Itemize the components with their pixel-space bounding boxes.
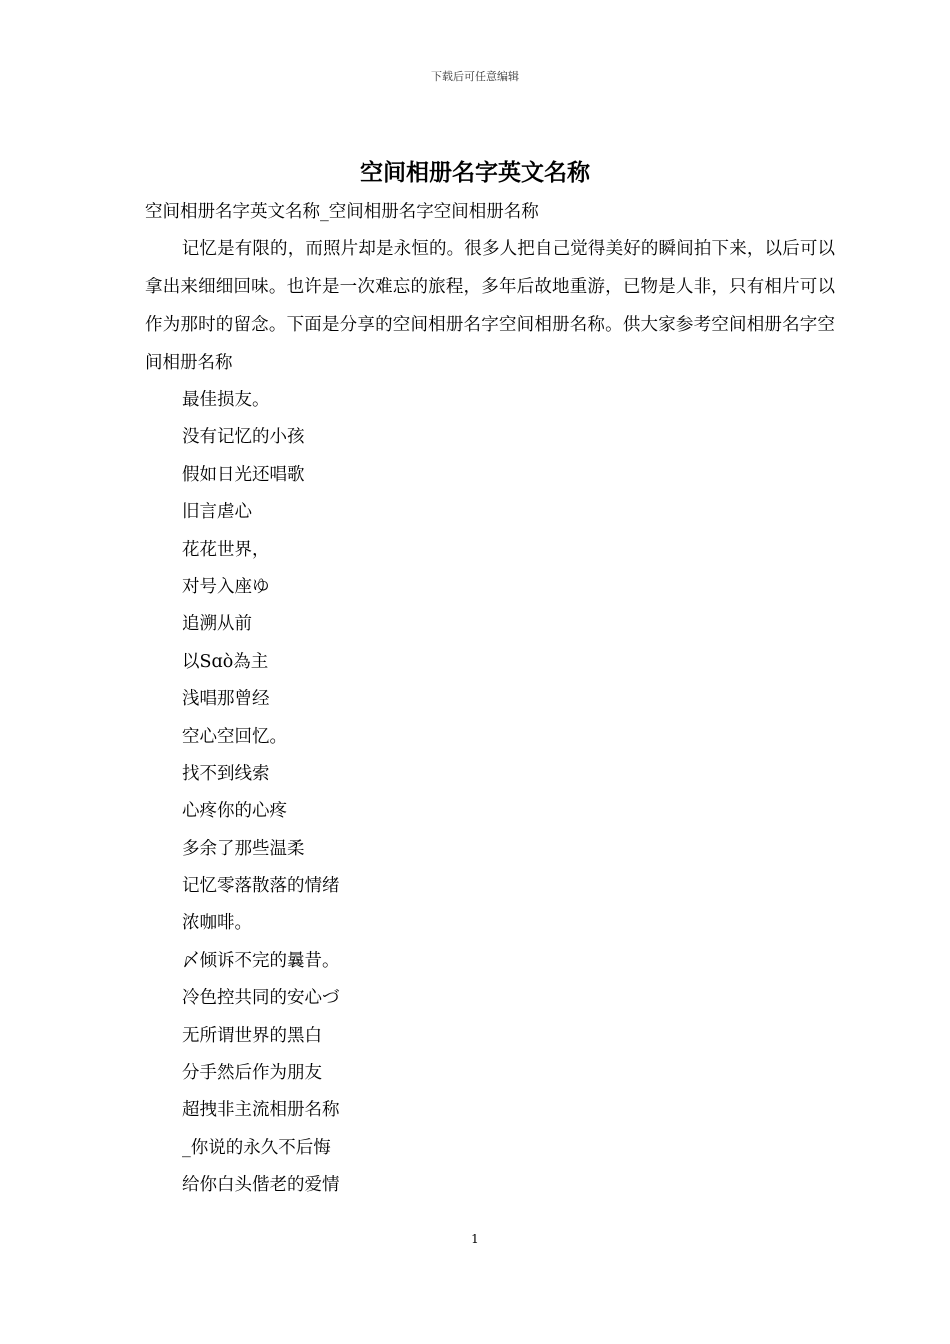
list-item: 找不到线索: [182, 763, 270, 784]
list-item: 〆倾诉不完的曩昔。: [182, 950, 340, 971]
list-item: 没有记忆的小孩: [182, 427, 305, 448]
list-item: 花花世界，: [182, 539, 270, 560]
page-number: 1: [471, 1232, 479, 1246]
list-item: 旧言虐心: [182, 502, 252, 523]
list-item: 空心空回忆。: [182, 726, 287, 747]
list-item: 多余了那些温柔: [182, 838, 305, 859]
list-item: 最佳损友。: [182, 390, 270, 410]
list-item: 记忆零落散落的情绪: [182, 876, 340, 897]
list-item: 冷色控共同的安心づ: [182, 988, 340, 1009]
list-item: 分手然后作为朋友: [182, 1063, 322, 1084]
list-item: 给你白头偕老的爱情: [182, 1175, 340, 1196]
list-item: 以Sɑὸ為主: [182, 651, 269, 672]
list-item: 追溯从前: [182, 614, 252, 635]
list-item: 浓咖啡。: [182, 913, 252, 934]
intro-paragraph: 记忆是有限的，而照片却是永恒的。很多人把自己觉得美好的瞬间拍下来，以后可以拿出来细细回味。也许是一次难忘的旅程，多年后故地重游，已物是人非，只有相片可以作为那时的留念。下面是分享的空间相册名字空间相册名称。供大家参考空间相册名字空间相册名称: [145, 239, 835, 373]
list-item: 浅唱那曾经: [182, 689, 270, 710]
list-item: 对号入座ゆ: [182, 576, 270, 597]
document-title: 空间相册名字英文名称: [360, 160, 590, 186]
document-subtitle: 空间相册名字英文名称_空间相册名字空间相册名称: [145, 202, 539, 222]
list-item: 心疼你的心疼: [182, 801, 287, 822]
document-body: [145, 198, 835, 1205]
list-item: 超拽非主流相册名称: [182, 1100, 340, 1121]
page-header-note: 下载后可任意编辑: [431, 70, 519, 83]
album-name-list: [145, 382, 835, 1205]
list-item: 无所谓世界的黑白: [182, 1025, 322, 1046]
list-item: 假如日光还唱歌: [182, 464, 305, 485]
list-item: _你说的永久不后悔: [182, 1137, 331, 1158]
